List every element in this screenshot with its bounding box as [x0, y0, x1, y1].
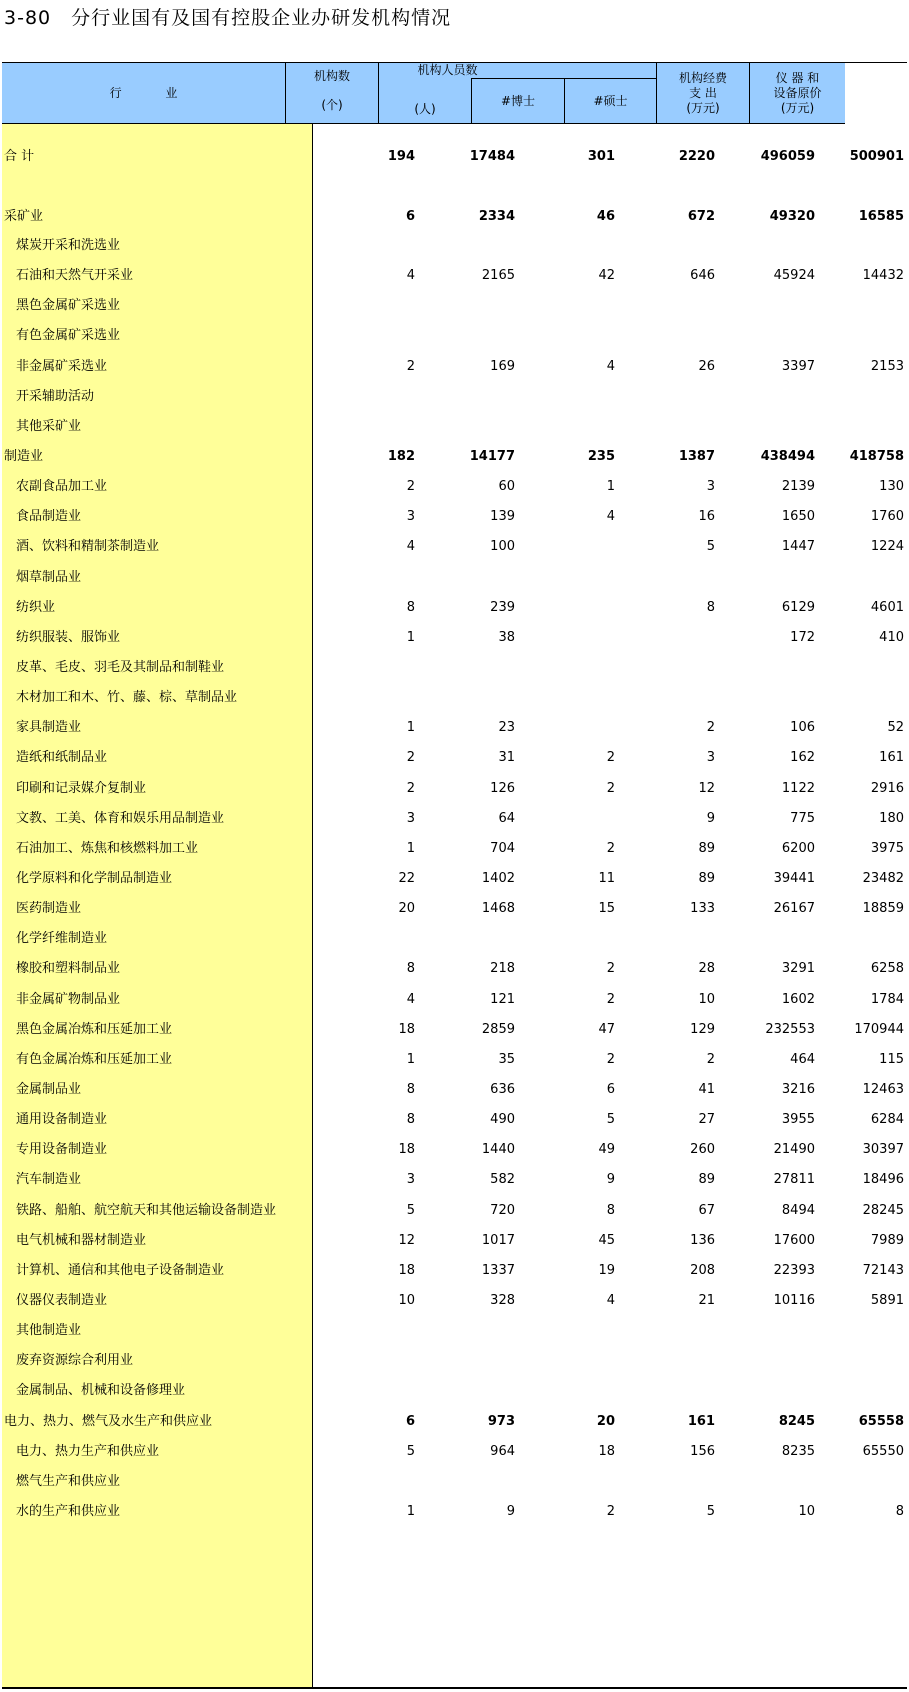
table-row: [2, 562, 907, 594]
row-value: 182: [387, 449, 415, 464]
row-industry: 汽车制造业: [16, 1172, 82, 1187]
row-industry: 文教、工美、体育和娱乐用品制造业: [16, 811, 225, 826]
table-row: [2, 1255, 907, 1287]
table-row: [2, 320, 907, 352]
row-value: 20: [398, 901, 415, 916]
row-value: 18: [398, 1263, 415, 1278]
row-value: 6284: [870, 1112, 904, 1127]
row-value: 5891: [870, 1293, 904, 1308]
row-industry: 专用设备制造业: [16, 1142, 108, 1157]
row-value: 1784: [870, 992, 904, 1007]
row-value: 4: [606, 509, 615, 524]
row-value: 169: [490, 359, 515, 374]
row-value: 16: [698, 509, 715, 524]
row-value: 14432: [862, 268, 904, 283]
row-value: 2916: [870, 781, 904, 796]
row-industry: 其他采矿业: [16, 419, 82, 434]
row-value: 39441: [773, 871, 815, 886]
row-value: 1602: [781, 992, 815, 1007]
row-industry: 农副食品加工业: [16, 479, 108, 494]
row-value: 8: [406, 600, 415, 615]
table-row: [2, 1285, 907, 1317]
row-value: 720: [490, 1203, 515, 1218]
header-orgs-unit: (个): [321, 98, 343, 112]
row-value: 49: [598, 1142, 615, 1157]
row-industry: 家具制造业: [16, 720, 82, 735]
row-value: 28: [698, 961, 715, 976]
row-industry: 开采辅助活动: [16, 389, 95, 404]
row-value: 156: [690, 1444, 715, 1459]
row-value: 170944: [854, 1022, 904, 1037]
row-value: 5: [706, 1504, 715, 1519]
row-value: 4: [406, 539, 415, 554]
row-value: 5: [706, 539, 715, 554]
row-industry: 金属制品、机械和设备修理业: [16, 1383, 186, 1398]
row-value: 28245: [862, 1203, 904, 1218]
table-row: [2, 531, 907, 563]
row-value: 4: [406, 992, 415, 1007]
row-value: 35: [498, 1052, 515, 1067]
row-value: 5: [606, 1112, 615, 1127]
table-row: [2, 1315, 907, 1347]
row-value: 8: [406, 961, 415, 976]
row-industry: 制造业: [4, 449, 44, 464]
header-orgs: 机构数 (个): [286, 63, 379, 124]
row-value: 3: [406, 509, 415, 524]
row-value: 18: [598, 1444, 615, 1459]
row-value: 17484: [469, 149, 515, 164]
row-value: 8: [706, 600, 715, 615]
row-value: 6200: [781, 841, 815, 856]
page-title: [4, 4, 451, 32]
row-value: 133: [690, 901, 715, 916]
header-equipment: 仪 器 和 设备原价 (万元): [750, 63, 845, 124]
row-value: 23: [498, 720, 515, 735]
row-industry: 烟草制品业: [16, 570, 82, 585]
table-row: [2, 1044, 907, 1076]
row-value: 260: [690, 1142, 715, 1157]
row-value: 1337: [481, 1263, 515, 1278]
row-value: 47: [598, 1022, 615, 1037]
row-value: 42: [598, 268, 615, 283]
row-value: 1: [406, 720, 415, 735]
row-value: 16585: [858, 209, 904, 224]
table-row: [2, 201, 907, 233]
row-value: 106: [790, 720, 815, 735]
row-value: 2: [606, 841, 615, 856]
row-value: 194: [387, 149, 415, 164]
row-value: 232553: [765, 1022, 815, 1037]
row-industry: 燃气生产和供应业: [16, 1474, 121, 1489]
row-value: 18859: [862, 901, 904, 916]
table-row: [2, 141, 907, 173]
row-value: 1402: [481, 871, 515, 886]
row-value: 9: [706, 811, 715, 826]
row-industry: 其他制造业: [16, 1323, 82, 1338]
row-value: 2: [406, 781, 415, 796]
table-row: [2, 1195, 907, 1227]
row-value: 218: [490, 961, 515, 976]
row-value: 490: [490, 1112, 515, 1127]
row-industry: 化学原料和化学制品制造业: [16, 871, 173, 886]
table-row: [2, 1406, 907, 1438]
row-value: 1468: [481, 901, 515, 916]
row-value: 964: [490, 1444, 515, 1459]
row-industry: 印刷和记录媒介复制业: [16, 781, 147, 796]
row-value: 130: [879, 479, 904, 494]
row-value: 100: [490, 539, 515, 554]
row-value: 6: [405, 209, 415, 224]
table-row: [2, 1134, 907, 1166]
table-row: [2, 260, 907, 292]
row-industry: 黑色金属冶炼和压延加工业: [16, 1022, 173, 1037]
row-value: 464: [790, 1052, 815, 1067]
row-value: 12: [398, 1233, 415, 1248]
table-row: [2, 622, 907, 654]
row-value: 3: [706, 750, 715, 765]
row-value: 4: [406, 268, 415, 283]
row-value: 60: [498, 479, 515, 494]
row-value: 3975: [870, 841, 904, 856]
header-industry: 行 业: [2, 63, 286, 124]
table-row: [2, 893, 907, 925]
row-value: 1: [406, 630, 415, 645]
row-value: 2: [606, 1504, 615, 1519]
row-industry: 非金属矿采选业: [16, 359, 108, 374]
row-value: 328: [490, 1293, 515, 1308]
row-value: 30397: [862, 1142, 904, 1157]
table-row: [2, 501, 907, 533]
row-value: 22: [398, 871, 415, 886]
row-value: 1122: [781, 781, 815, 796]
row-industry: 有色金属冶炼和压延加工业: [16, 1052, 173, 1067]
header-phd: #博士: [472, 78, 565, 124]
row-value: 27: [698, 1112, 715, 1127]
row-value: 2: [406, 359, 415, 374]
row-value: 1650: [781, 509, 815, 524]
row-industry: 黑色金属矿采选业: [16, 298, 121, 313]
row-value: 139: [490, 509, 515, 524]
row-value: 239: [490, 600, 515, 615]
row-industry: 有色金属矿采选业: [16, 328, 121, 343]
row-value: 21490: [773, 1142, 815, 1157]
row-value: 4601: [870, 600, 904, 615]
row-value: 8235: [781, 1444, 815, 1459]
row-value: 2: [606, 961, 615, 976]
row-value: 20: [596, 1414, 615, 1429]
row-value: 8: [606, 1203, 615, 1218]
row-industry: 合 计: [4, 149, 35, 164]
row-value: 89: [698, 1172, 715, 1187]
row-industry: 造纸和纸制品业: [16, 750, 108, 765]
row-industry: 电力、热力生产和供应业: [16, 1444, 160, 1459]
row-industry: 金属制品业: [16, 1082, 82, 1097]
row-value: 1760: [870, 509, 904, 524]
table-row: [2, 1164, 907, 1196]
row-value: 89: [698, 871, 715, 886]
row-value: 31: [498, 750, 515, 765]
row-value: 23482: [862, 871, 904, 886]
table-row: [2, 592, 907, 624]
row-value: 52: [887, 720, 904, 735]
table-header: [2, 63, 907, 124]
row-industry: 铁路、船舶、航空航天和其他运输设备制造业: [16, 1203, 277, 1218]
row-value: 21: [698, 1293, 715, 1308]
row-value: 121: [490, 992, 515, 1007]
row-value: 418758: [849, 449, 904, 464]
row-value: 64: [498, 811, 515, 826]
row-value: 2: [406, 479, 415, 494]
row-value: 3216: [781, 1082, 815, 1097]
table-row: [2, 923, 907, 955]
row-industry: 皮革、毛皮、羽毛及其制品和制鞋业: [16, 660, 225, 675]
table-row: [2, 1466, 907, 1498]
table-row: [2, 712, 907, 744]
row-value: 27811: [773, 1172, 815, 1187]
row-value: 26167: [773, 901, 815, 916]
row-value: 3955: [781, 1112, 815, 1127]
row-industry: 石油和天然气开采业: [16, 268, 134, 283]
row-industry: 木材加工和木、竹、藤、棕、草制品业: [16, 690, 238, 705]
row-value: 65550: [862, 1444, 904, 1459]
bottom-rule: [2, 1687, 907, 1689]
row-value: 8: [895, 1504, 904, 1519]
row-industry: 废弃资源综合利用业: [16, 1353, 134, 1368]
row-value: 10: [698, 992, 715, 1007]
row-value: 18496: [862, 1172, 904, 1187]
row-value: 161: [879, 750, 904, 765]
row-value: 2: [406, 750, 415, 765]
row-industry: 酒、饮料和精制茶制造业: [16, 539, 160, 554]
row-value: 10116: [773, 1293, 815, 1308]
row-value: 2: [706, 1052, 715, 1067]
row-value: 235: [587, 449, 615, 464]
row-value: 1224: [870, 539, 904, 554]
row-value: 19: [598, 1263, 615, 1278]
row-value: 3: [706, 479, 715, 494]
table-row: [2, 381, 907, 413]
row-industry: 仪器仪表制造业: [16, 1293, 108, 1308]
table-row: [2, 290, 907, 322]
table-row: [2, 682, 907, 714]
row-industry: 非金属矿物制品业: [16, 992, 121, 1007]
table-row: [2, 441, 907, 473]
row-value: 1: [606, 479, 615, 494]
row-value: 11: [598, 871, 615, 886]
row-value: 12463: [862, 1082, 904, 1097]
table-row: [2, 1496, 907, 1528]
row-value: 2165: [481, 268, 515, 283]
row-value: 4: [606, 1293, 615, 1308]
row-value: 6: [405, 1414, 415, 1429]
row-value: 65558: [858, 1414, 904, 1429]
table-row: [2, 1345, 907, 1377]
row-value: 115: [879, 1052, 904, 1067]
row-value: 8: [406, 1082, 415, 1097]
row-value: 1: [406, 841, 415, 856]
table-row: [2, 742, 907, 774]
row-value: 126: [490, 781, 515, 796]
row-value: 14177: [469, 449, 515, 464]
table-row: [2, 1074, 907, 1106]
row-value: 172: [790, 630, 815, 645]
row-value: 41: [698, 1082, 715, 1097]
row-value: 7989: [870, 1233, 904, 1248]
table-number: 3-80: [4, 7, 52, 29]
row-value: 22393: [773, 1263, 815, 1278]
row-industry: 水的生产和供应业: [16, 1504, 121, 1519]
row-value: 208: [690, 1263, 715, 1278]
row-industry: 煤炭开采和洗选业: [16, 238, 121, 253]
row-value: 10: [398, 1293, 415, 1308]
row-value: 672: [687, 209, 715, 224]
row-value: 49320: [769, 209, 815, 224]
row-value: 410: [879, 630, 904, 645]
row-value: 1: [406, 1052, 415, 1067]
table-row: [2, 411, 907, 443]
row-industry: 纺织服装、服饰业: [16, 630, 121, 645]
table-row: [2, 1375, 907, 1407]
row-value: 1: [406, 1504, 415, 1519]
row-value: 38: [498, 630, 515, 645]
row-value: 5: [406, 1444, 415, 1459]
table-row: [2, 953, 907, 985]
row-value: 6: [606, 1082, 615, 1097]
row-value: 2139: [781, 479, 815, 494]
row-value: 438494: [760, 449, 815, 464]
table-row: [2, 471, 907, 503]
row-value: 4: [606, 359, 615, 374]
header-staff: 机构人员数: [379, 63, 657, 78]
row-value: 17600: [773, 1233, 815, 1248]
row-value: 162: [790, 750, 815, 765]
row-industry: 计算机、通信和其他电子设备制造业: [16, 1263, 225, 1278]
row-value: 45924: [773, 268, 815, 283]
table-row: [2, 1014, 907, 1046]
row-value: 15: [598, 901, 615, 916]
row-industry: 医药制造业: [16, 901, 82, 916]
row-value: 6129: [781, 600, 815, 615]
row-value: 18: [398, 1022, 415, 1037]
row-value: 775: [790, 811, 815, 826]
row-value: 2153: [870, 359, 904, 374]
table-row: [2, 1436, 907, 1468]
row-value: 136: [690, 1233, 715, 1248]
row-value: 582: [490, 1172, 515, 1187]
row-value: 26: [698, 359, 715, 374]
table-title: 分行业国有及国有控股企业办研发机构情况: [71, 7, 452, 29]
row-value: 3: [406, 1172, 415, 1187]
row-value: 301: [587, 149, 615, 164]
table-row: [2, 863, 907, 895]
row-value: 180: [879, 811, 904, 826]
row-industry: 电气机械和器材制造业: [16, 1233, 147, 1248]
table-row: [2, 803, 907, 835]
table-row: [2, 1225, 907, 1257]
row-value: 2: [606, 992, 615, 1007]
table-row: [2, 773, 907, 805]
row-value: 6258: [870, 961, 904, 976]
row-industry: 化学纤维制造业: [16, 931, 108, 946]
table-row: [2, 984, 907, 1016]
row-value: 161: [687, 1414, 715, 1429]
table-row: [2, 1104, 907, 1136]
row-value: 9: [506, 1504, 515, 1519]
row-value: 8: [406, 1112, 415, 1127]
row-value: 10: [798, 1504, 815, 1519]
header-spend: 机构经费 支 出 (万元): [657, 63, 750, 124]
row-value: 45: [598, 1233, 615, 1248]
row-value: 8494: [781, 1203, 815, 1218]
table-row: [2, 833, 907, 865]
row-value: 18: [398, 1142, 415, 1157]
row-value: 5: [406, 1203, 415, 1218]
row-value: 67: [698, 1203, 715, 1218]
row-value: 2: [606, 1052, 615, 1067]
table-row: [2, 652, 907, 684]
row-value: 1447: [781, 539, 815, 554]
row-value: 500901: [849, 149, 904, 164]
row-industry: 橡胶和塑料制品业: [16, 961, 121, 976]
row-value: 129: [690, 1022, 715, 1037]
row-value: 973: [487, 1414, 515, 1429]
row-value: 2859: [481, 1022, 515, 1037]
row-value: 12: [698, 781, 715, 796]
row-value: 2: [706, 720, 715, 735]
row-value: 1387: [678, 449, 715, 464]
row-industry: 采矿业: [4, 209, 44, 224]
header-master: #硕士: [565, 78, 657, 124]
row-value: 2220: [678, 149, 715, 164]
row-value: 636: [490, 1082, 515, 1097]
row-value: 1440: [481, 1142, 515, 1157]
table-row: [2, 230, 907, 262]
row-industry: 纺织业: [16, 600, 56, 615]
header-staff-unit: (人): [379, 78, 472, 124]
table-row: [2, 351, 907, 383]
row-value: 496059: [760, 149, 815, 164]
row-value: 46: [596, 209, 615, 224]
row-value: 646: [690, 268, 715, 283]
row-value: 1017: [481, 1233, 515, 1248]
row-industry: 石油加工、炼焦和核燃料加工业: [16, 841, 199, 856]
row-value: 72143: [862, 1263, 904, 1278]
row-value: 9: [606, 1172, 615, 1187]
row-industry: 通用设备制造业: [16, 1112, 108, 1127]
row-value: 2: [606, 750, 615, 765]
row-industry: 食品制造业: [16, 509, 82, 524]
row-value: 3397: [781, 359, 815, 374]
row-value: 2: [606, 781, 615, 796]
row-value: 704: [490, 841, 515, 856]
row-value: 89: [698, 841, 715, 856]
row-value: 3: [406, 811, 415, 826]
row-value: 3291: [781, 961, 815, 976]
row-value: 8245: [778, 1414, 815, 1429]
row-value: 2334: [478, 209, 515, 224]
row-industry: 电力、热力、燃气及水生产和供应业: [4, 1414, 213, 1429]
